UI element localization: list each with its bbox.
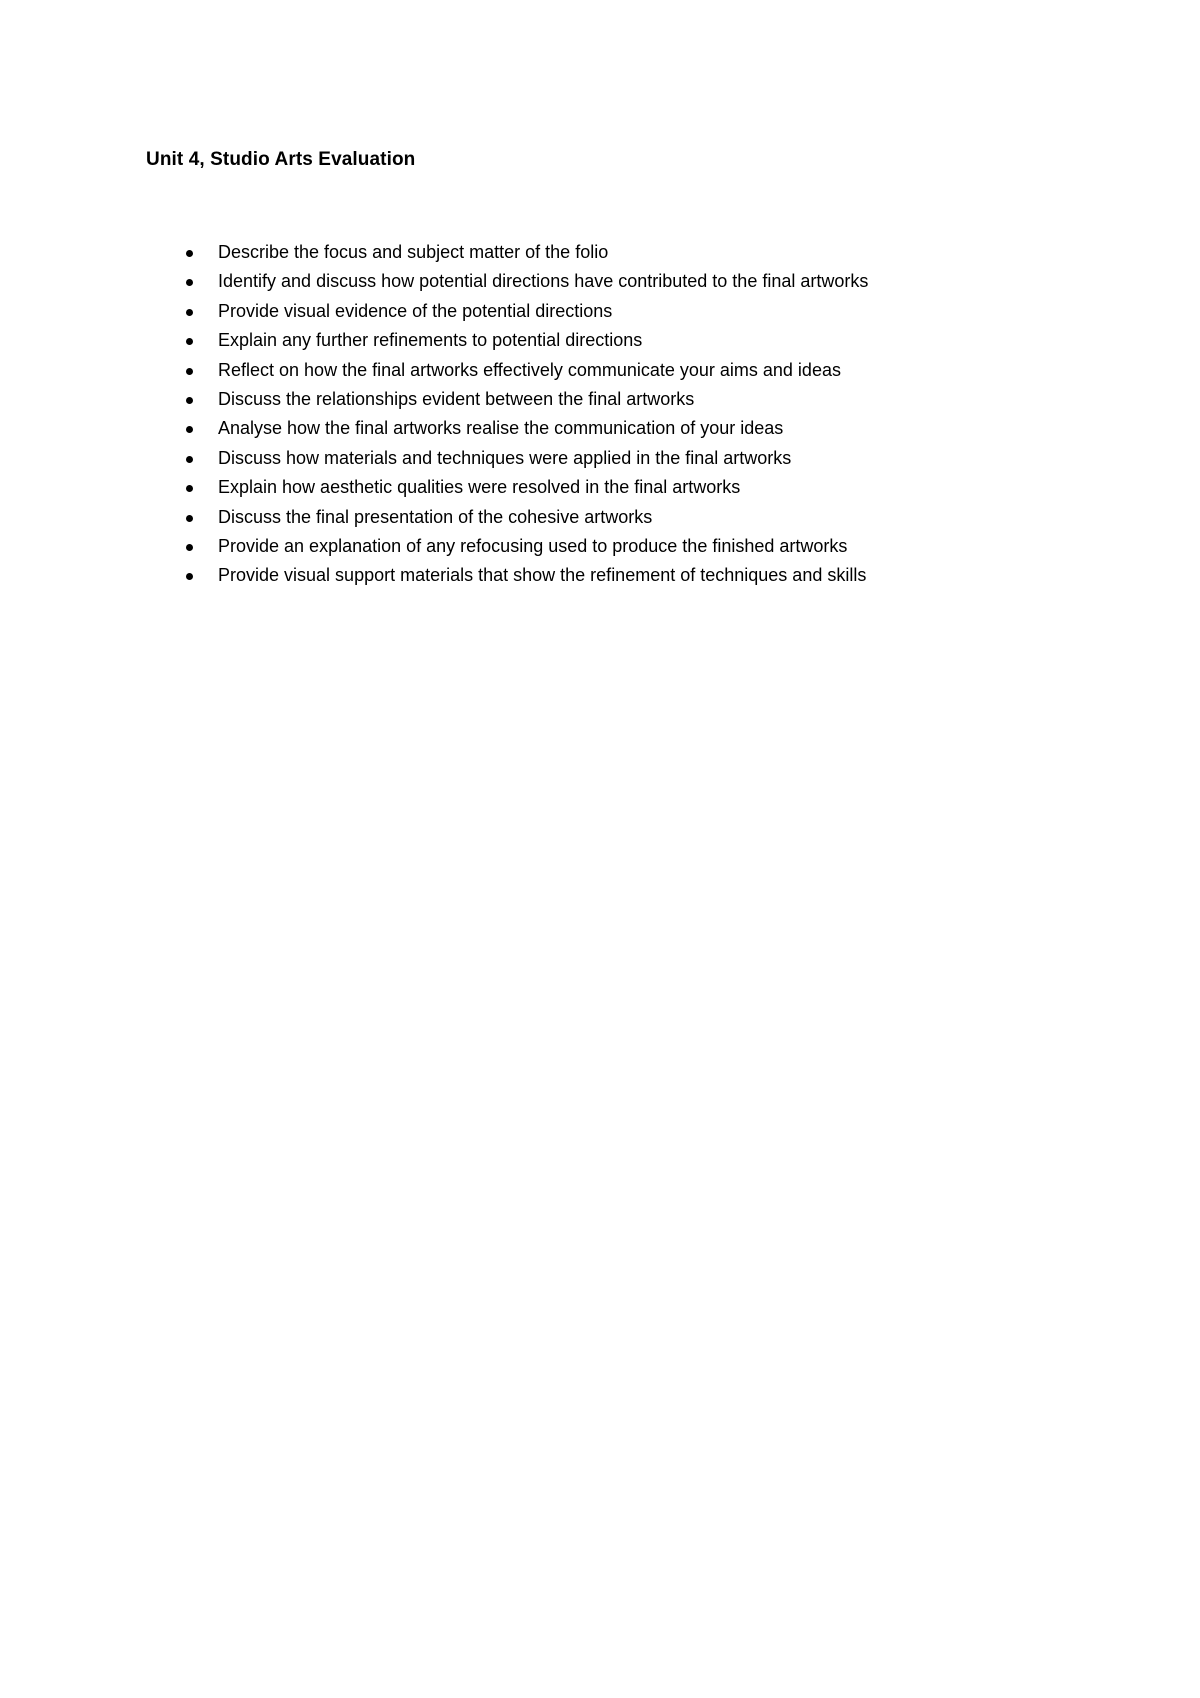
list-item bbox=[146, 414, 1146, 443]
bullet-dot-icon bbox=[186, 309, 193, 316]
bullet-dot-icon bbox=[186, 573, 193, 580]
list-item-text: Discuss the final presentation of the cohesive artworks bbox=[218, 506, 653, 527]
list-item bbox=[146, 238, 1146, 267]
bullet-dot-icon bbox=[186, 544, 193, 551]
bullet-list bbox=[146, 238, 1146, 591]
list-item-text: Discuss how materials and techniques were applied in the final artworks bbox=[218, 447, 792, 468]
list-item-text: Analyse how the final artworks realise the communication of your ideas bbox=[218, 418, 784, 439]
list-item bbox=[146, 267, 1146, 296]
list-item bbox=[146, 326, 1146, 355]
list-item bbox=[146, 385, 1146, 414]
bullet-dot-icon bbox=[186, 456, 193, 463]
bullet-dot-icon bbox=[186, 515, 193, 522]
list-item bbox=[146, 503, 1146, 532]
list-item bbox=[146, 356, 1146, 385]
list-item bbox=[146, 473, 1146, 502]
bullet-dot-icon bbox=[186, 279, 193, 286]
list-item-text: Reflect on how the final artworks effectively communicate your aims and ideas bbox=[218, 359, 841, 380]
list-item-text: Provide visual evidence of the potential directions bbox=[218, 300, 613, 321]
list-item-text: Provide visual support materials that show the refinement of techniques and skills bbox=[218, 565, 867, 586]
list-item-text: Explain how aesthetic qualities were resolved in the final artworks bbox=[218, 477, 741, 498]
bullet-dot-icon bbox=[186, 397, 193, 404]
list-item bbox=[146, 444, 1146, 473]
bullet-dot-icon bbox=[186, 426, 193, 433]
list-item bbox=[146, 532, 1146, 561]
list-item-text: Discuss the relationships evident between the final artworks bbox=[218, 388, 695, 409]
bullet-dot-icon bbox=[186, 338, 193, 345]
bullet-dot-icon bbox=[186, 485, 193, 492]
list-item-text: Provide an explanation of any refocusing used to produce the finished artworks bbox=[218, 535, 848, 556]
document-title: Unit 4, Studio Arts Evaluation bbox=[146, 149, 416, 170]
list-item-text: Describe the focus and subject matter of the folio bbox=[218, 242, 609, 262]
bullet-dot-icon bbox=[186, 368, 193, 375]
list-item-text: Explain any further refinements to potential directions bbox=[218, 330, 643, 351]
list-item bbox=[146, 297, 1146, 326]
list-item-text: Identify and discuss how potential directions have contributed to the final artworks bbox=[218, 271, 869, 292]
bullet-dot-icon bbox=[186, 250, 193, 257]
list-item bbox=[146, 561, 1146, 590]
